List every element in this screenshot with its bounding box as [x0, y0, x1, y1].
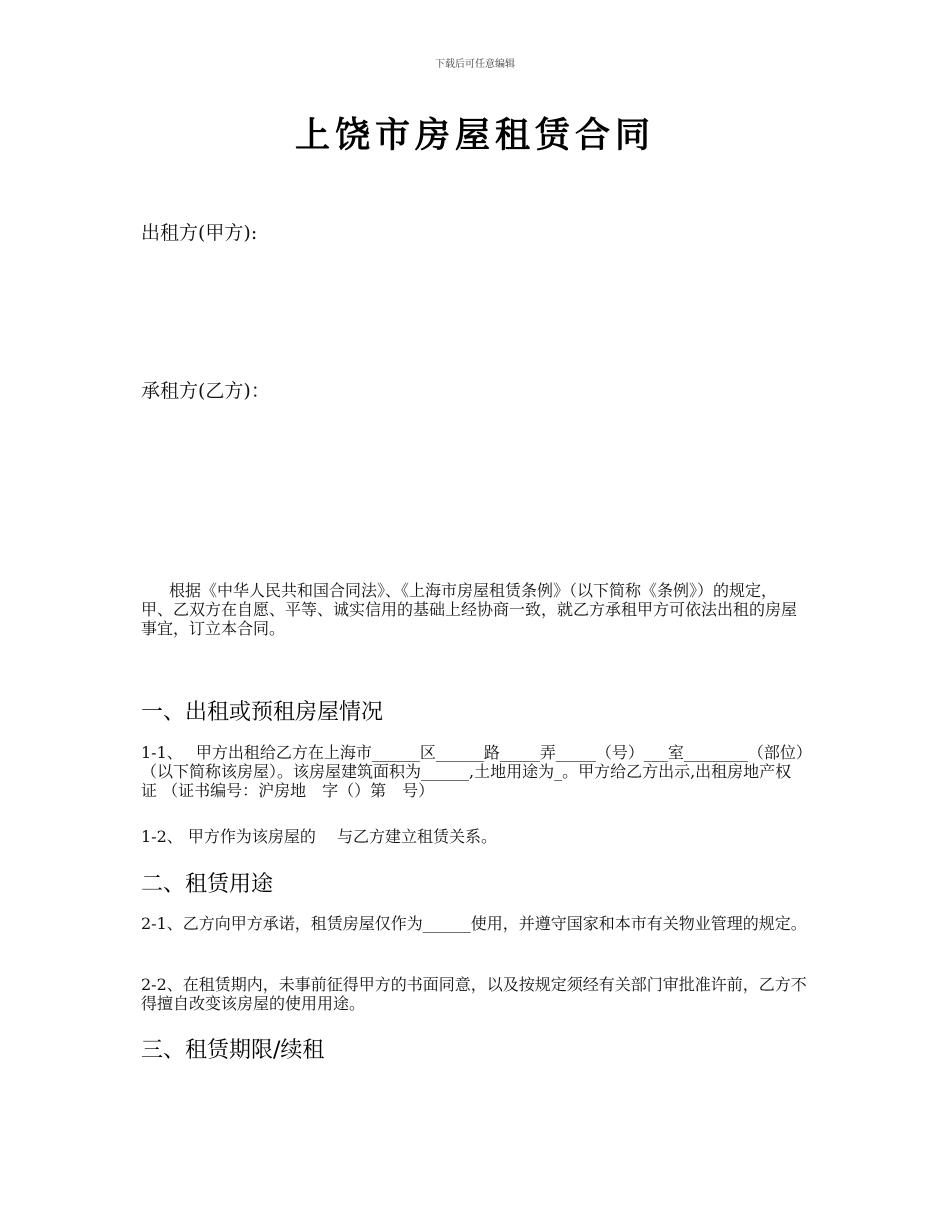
lessee-label: 承租方(乙方)： [141, 380, 270, 402]
section-heading-3: 三、租赁期限/续租 [141, 1038, 325, 1063]
document-title: 上饶市房屋租赁合同 [294, 116, 655, 156]
clause-1-1: 1-1、 甲方出租给乙方在上海市______区______路_____弄_____（号）___室________（部位）（以下简称该房屋）。该房屋建筑面积为______,土地用途为_。甲方给乙方出示,出租房地产权证 （证书编号：沪房地 字（）第 号） [141, 743, 804, 800]
clause-2-1: 2-1、乙方向甲方承诺，租赁房屋仅作为______使用，并遵守国家和本市有关物业管理的规定。 [141, 914, 807, 933]
section-heading-2: 二、租赁用途 [141, 872, 274, 897]
clause-1-2: 1-2、 甲方作为该房屋的 与乙方建立租赁关系。 [141, 827, 497, 846]
header-note: 下载后可任意编辑 [435, 59, 515, 70]
preamble-paragraph: 根据《中华人民共和国合同法》、《上海市房屋租赁条例》（以下简称《条例》）的规定，甲、乙双方在自愿、平等、诚实信用的基础上经协商一致，就乙方承租甲方可依法出租的房屋事宜，订立本合同。 [141, 581, 798, 638]
clause-2-2: 2-2、在租赁期内，未事前征得甲方的书面同意，以及按规定须经有关部门审批准许前，乙方不得擅自改变该房屋的使用用途。 [141, 975, 807, 1013]
lessor-label: 出租方(甲方): [141, 222, 258, 244]
section-heading-1: 一、出租或预租房屋情况 [141, 700, 384, 725]
